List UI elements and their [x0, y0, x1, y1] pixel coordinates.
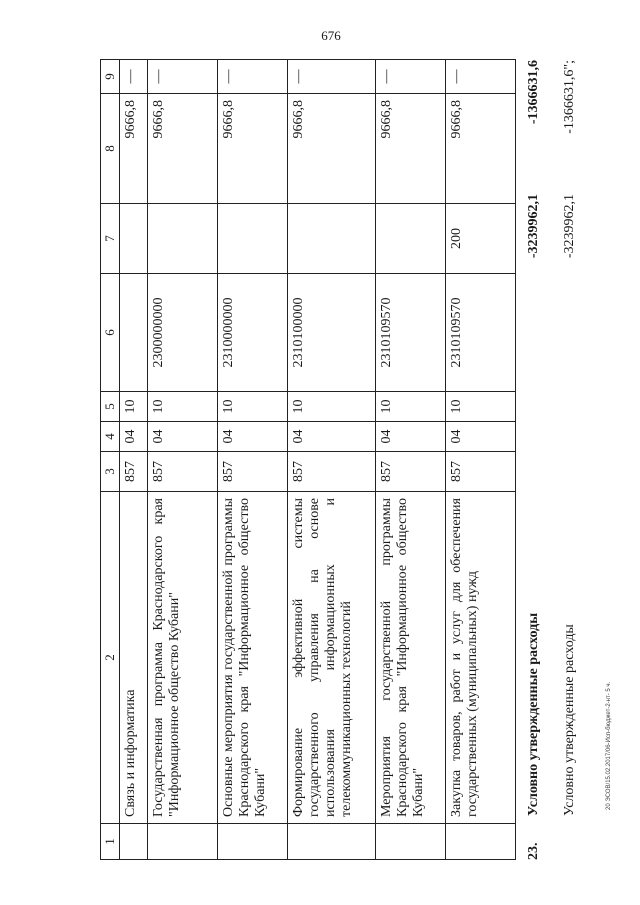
header-row: [101, 60, 120, 860]
cell-num: [148, 824, 218, 860]
cell-c9: —: [218, 60, 288, 94]
footer-item-label: Условно утвержденные расходы: [526, 612, 541, 816]
cell-c6: [120, 274, 148, 392]
cell-c4: 04: [376, 422, 446, 452]
cell-name: Закупка товаров, работ и услуг для обеспечения государственных (муниципальных) нужд: [446, 492, 516, 824]
table-row: [148, 60, 218, 860]
cell-c8: 9666,8: [218, 94, 288, 204]
side-note: 20 ЭСОВ/15.02.2017/06-Исп-бюджет-2-нт- 5 ч.: [606, 681, 612, 810]
cell-c5: 10: [148, 392, 218, 422]
header-cell: 8: [101, 94, 120, 204]
cell-c9: —: [376, 60, 446, 94]
cell-c4: 04: [120, 422, 148, 452]
cell-c6: 2310109570: [446, 274, 516, 392]
cell-num: [120, 824, 148, 860]
cell-c4: 04: [218, 422, 288, 452]
cell-c9: —: [288, 60, 376, 94]
cell-c6: 2310100000: [288, 274, 376, 392]
footer-item-label: Условно утвержденные расходы: [562, 624, 577, 816]
cell-c8: 9666,8: [288, 94, 376, 204]
cell-c8: 9666,8: [446, 94, 516, 204]
rotated-content: [100, 60, 590, 860]
cell-c7: [376, 204, 446, 274]
cell-c5: 10: [120, 392, 148, 422]
cell-name: Формирование эффективной системы государственного управления на основе использования информационных и телекоммуникационных технологий: [288, 492, 376, 824]
cell-c8: 9666,8: [120, 94, 148, 204]
cell-c5: 10: [218, 392, 288, 422]
page-number: 676: [321, 28, 341, 43]
cell-c3: 857: [288, 452, 376, 492]
cell-c7: [288, 204, 376, 274]
header-cell: 4: [101, 422, 120, 452]
cell-num: [376, 824, 446, 860]
cell-name: Связь и информатика: [120, 492, 148, 824]
header-cell: 2: [101, 492, 120, 824]
footer-row: [562, 60, 598, 860]
cell-num: [288, 824, 376, 860]
cell-c6: 2300000000: [148, 274, 218, 392]
cell-c6: 2310000000: [218, 274, 288, 392]
cell-c3: 857: [376, 452, 446, 492]
cell-c8: 9666,8: [148, 94, 218, 204]
cell-name: Мероприятия государственной программы Краснодарского края "Информационное общество Кубани": [376, 492, 446, 824]
cell-c5: 10: [288, 392, 376, 422]
table-row: [120, 60, 148, 860]
cell-num: [446, 824, 516, 860]
cell-c3: 857: [218, 452, 288, 492]
footer-item-value-col9: -1366631,6: [526, 60, 541, 125]
table-row: [376, 60, 446, 860]
cell-num: [218, 824, 288, 860]
cell-c8: 9666,8: [376, 94, 446, 204]
table-row: [288, 60, 376, 860]
header-cell: 7: [101, 204, 120, 274]
cell-c7: [120, 204, 148, 274]
cell-c6: 2310109570: [376, 274, 446, 392]
cell-c4: 04: [148, 422, 218, 452]
header-cell: 5: [101, 392, 120, 422]
cell-c3: 857: [120, 452, 148, 492]
header-cell: 9: [101, 60, 120, 94]
cell-c5: 10: [376, 392, 446, 422]
header-cell: 1: [101, 824, 120, 860]
cell-c9: —: [148, 60, 218, 94]
cell-c3: 857: [148, 452, 218, 492]
cell-c3: 857: [446, 452, 516, 492]
footer-row-total: [526, 60, 562, 860]
cell-c5: 10: [446, 392, 516, 422]
table-row: [446, 60, 516, 860]
cell-c9: —: [120, 60, 148, 94]
cell-c4: 04: [446, 422, 516, 452]
table-row: [218, 60, 288, 860]
footer-item-value-col8: -3239962,1: [562, 194, 577, 259]
cell-name: Основные мероприятия государственной программы Краснодарского края "Информационное общество Кубани": [218, 492, 288, 824]
cell-c4: 04: [288, 422, 376, 452]
cell-c9: —: [446, 60, 516, 94]
footer-item-number: 23.: [526, 842, 541, 860]
cell-name: Государственная программа Краснодарского края "Информационное общество Кубани": [148, 492, 218, 824]
header-cell: 6: [101, 274, 120, 392]
footer-rows: [526, 60, 598, 860]
footer-item-value-col9: -1366631,6";: [562, 60, 577, 134]
cell-c7: [148, 204, 218, 274]
header-cell: 3: [101, 452, 120, 492]
cell-c7: 200: [446, 204, 516, 274]
footer-item-value-col8: -3239962,1: [526, 194, 541, 259]
cell-c7: [218, 204, 288, 274]
budget-table: [100, 59, 516, 860]
